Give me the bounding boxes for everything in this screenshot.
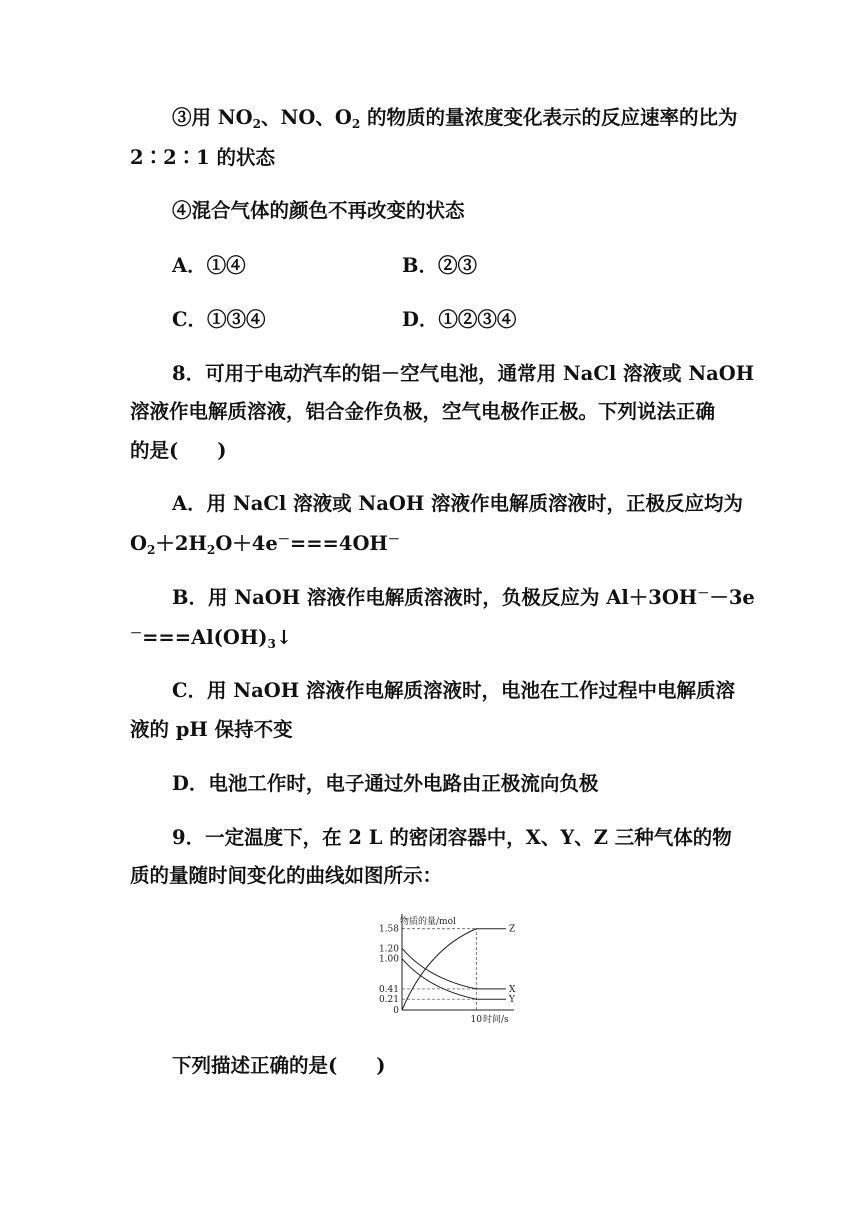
q7-option-d: D．①②③④ <box>402 308 517 331</box>
chart-ytick-label: 0.21 <box>378 995 399 1006</box>
q8-b-main: B．用 NaOH 溶液作电解质溶液时，负极反应为 Al＋3OH <box>172 586 698 609</box>
q8-a-sup1: － <box>277 531 290 546</box>
chart-xtick-label: 10 <box>470 1015 483 1025</box>
q8-b2-sub: 3 <box>267 637 276 652</box>
q8-stem-line3: 的是( ) <box>130 439 227 462</box>
q8-stem-line1: 8．可用于电动汽车的铝－空气电池，通常用 NaCl 溶液或 NaOH <box>172 362 755 385</box>
q8-b2-main: ===Al(OH) <box>142 626 268 649</box>
chart-series-label-x: X <box>509 984 516 995</box>
chart-svg <box>362 908 522 1028</box>
chart-series-x <box>402 948 506 989</box>
q8-b-sup: － <box>697 585 710 600</box>
q7-option-c: C．①③④ <box>172 308 266 331</box>
chart-ytick-label: 1.20 <box>378 944 399 955</box>
chart-ytick-label: 0 <box>393 1006 399 1016</box>
q7-item3-text-a: ③用 NO <box>172 106 253 129</box>
chart-xlabel: 时间/s <box>483 1015 509 1025</box>
q8-stem-line2: 溶液作电解质溶液，铝合金作负极，空气电极作正极。下列说法正确 <box>130 400 716 423</box>
q9-stem-line1: 9．一定温度下，在 2 L 的密闭容器中，X、Y、Z 三种气体的物 <box>172 826 732 849</box>
chart-ytick-label: 1.58 <box>378 924 399 935</box>
q9-stem-line2: 质的量随时间变化的曲线如图所示： <box>130 864 443 887</box>
q7-item3-line1 <box>172 106 738 132</box>
chart-ylabel: 物质的量/mol <box>400 917 456 927</box>
q9-prompt: 下列描述正确的是( ) <box>172 1054 386 1077</box>
q8-b2-arrow: ↓ <box>275 626 293 649</box>
amount-time-chart <box>362 908 522 1028</box>
chart-series-z <box>402 929 506 1010</box>
q8-option-b-line1 <box>172 585 755 609</box>
q8-a-mid: ＋2H <box>155 532 207 555</box>
q8-option-b-line2 <box>130 625 293 652</box>
q7-item3-sub-a: 2 <box>252 117 262 132</box>
chart-ytick-label: 0.41 <box>378 984 399 995</box>
q7-option-a: A．①④ <box>172 254 246 277</box>
q8-a-sub2: 2 <box>206 543 216 558</box>
q8-option-d: D．电池工作时，电子通过外电路由正极流向负极 <box>172 772 599 795</box>
q8-a-o: O <box>130 532 147 555</box>
q7-item3-text-c: 的物质的量浓度变化表示的反应速率的比为 <box>360 106 738 129</box>
q7-option-b: B．②③ <box>402 254 477 277</box>
chart-series-label-z: Z <box>509 924 516 935</box>
chart-ytick-label: 1.00 <box>378 954 399 965</box>
q8-a-tail: O＋4e <box>215 532 278 555</box>
q8-a-sup2: － <box>387 531 400 546</box>
q7-item3-text-b: 、NO、O <box>261 106 352 129</box>
q8-b2-sup: － <box>130 625 143 640</box>
q8-b-end: －3e <box>709 586 755 609</box>
q8-option-a-line1: A．用 NaCl 溶液或 NaOH 溶液作电解质溶液时，正极反应均为 <box>172 492 744 515</box>
q8-option-c-line2: 液的 pH 保持不变 <box>130 718 293 741</box>
q8-a-end: ===4OH <box>289 532 388 555</box>
q7-item3-line2: 2∶2∶1 的状态 <box>130 146 275 169</box>
q8-option-a-line2 <box>130 531 400 558</box>
chart-series-y <box>402 959 506 1000</box>
q7-item3-sub-b: 2 <box>351 117 361 132</box>
q7-item4: ④混合气体的颜色不再改变的状态 <box>172 199 465 222</box>
q8-option-c-line1: C．用 NaOH 溶液作电解质溶液时，电池在工作过程中电解质溶 <box>172 679 735 702</box>
chart-series-label-y: Y <box>509 995 515 1006</box>
q8-a-sub1: 2 <box>147 543 156 558</box>
